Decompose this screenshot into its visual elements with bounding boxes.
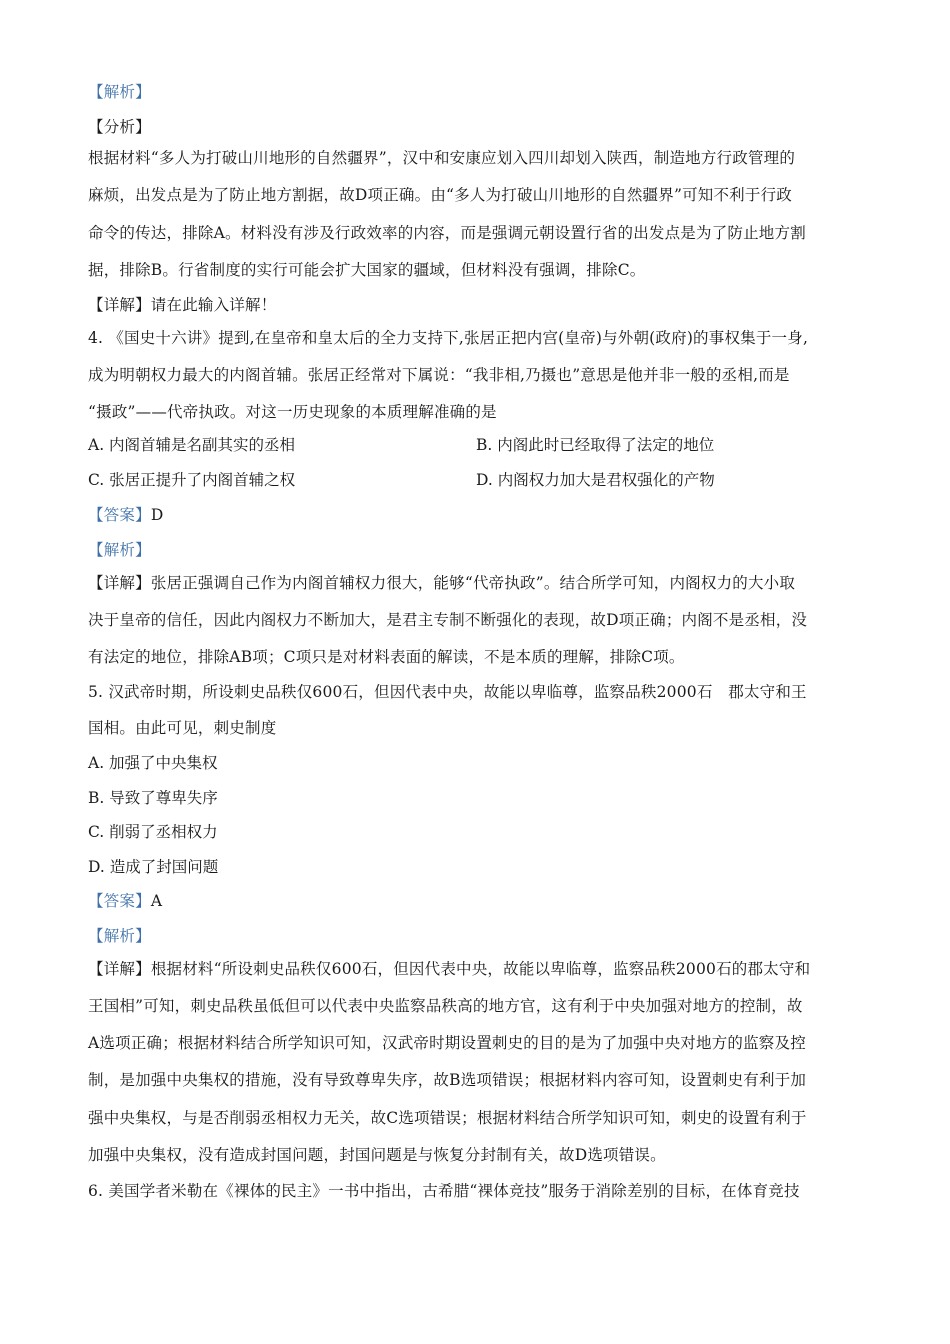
q4-stem-line: 成为明朝权力最大的内阁首辅。张居正经常对下属说：“我非相,乃摄也”意思是他并非一般的丞相,而是 (88, 366, 790, 384)
q4-answer-value: D (150, 506, 164, 524)
q3-fenxi-line: 据，排除B。行省制度的实行可能会扩大国家的疆域，但材料没有强调，排除C。 (88, 261, 646, 279)
q4-option-c: C. 张居正提升了内阁首辅之权 (88, 471, 296, 489)
q5-option-c: C. 削弱了丞相权力 (88, 823, 218, 841)
q4-answer-tag: 【答案】 (88, 506, 151, 524)
q4-answer (88, 503, 163, 525)
q5-xiangjie-line: A选项正确；根据材料结合所学知识可知，汉武帝时期设置刺史的目的是为了加强中央对地方的监察及控 (88, 1034, 806, 1052)
q5-xiangjie-line (88, 957, 810, 979)
q4-jiexi-tag: 【解析】 (88, 541, 151, 559)
q5-xiangjie-line: 强中央集权，与是否削弱丞相权力无关，故C选项错误；根据材料结合所学知识可知，刺史的设置有利于 (88, 1109, 807, 1127)
q4-xiangjie-line: 有法定的地位，排除AB项；C项只是对材料表面的解读，不是本质的理解，排除C项。 (88, 648, 685, 666)
q5-answer-value: A (150, 892, 163, 910)
q5-answer (88, 889, 162, 911)
q6-stem-line: 6. 美国学者米勒在《裸体的民主》一书中指出，古希腊“裸体竞技”服务于消除差别的目标，在体育竞技 (88, 1182, 800, 1200)
q5-option-d: D. 造成了封国问题 (88, 858, 219, 876)
q5-stem-line: 国相。由此可见，刺史制度 (88, 719, 277, 737)
q4-option-d: D. 内阁权力加大是君权强化的产物 (476, 471, 715, 489)
q5-option-a: A. 加强了中央集权 (88, 754, 218, 772)
q4-option-b: B. 内阁此时已经取得了法定的地位 (476, 436, 715, 454)
q5-option-b: B. 导致了尊卑失序 (88, 789, 218, 807)
q3-fenxi-tag: 【分析】 (88, 118, 151, 136)
q4-option-a: A. 内阁首辅是名副其实的丞相 (88, 436, 296, 454)
q3-fenxi-line: 根据材料“多人为打破山川地形的自然疆界”，汉中和安康应划入四川却划入陕西，制造地方行政管理的 (88, 149, 796, 167)
q3-jiexi-tag: 【解析】 (88, 83, 151, 101)
q5-answer-tag: 【答案】 (88, 892, 151, 910)
q3-fenxi-line: 麻烦，出发点是为了防止地方割据，故D项正确。由“多人为打破山川地形的自然疆界”可知不利于行政 (88, 186, 792, 204)
q5-jiexi-tag: 【解析】 (88, 927, 151, 945)
q5-xiangjie-line: 王国相”可知，刺史品秩虽低但可以代表中央监察品秩高的地方官，这有利于中央加强对地方的控制，故 (88, 997, 803, 1015)
q5-xiangjie-line: 制，是加强中央集权的措施，没有导致尊卑失序，故B选项错误；根据材料内容可知，设置刺史有利于加 (88, 1071, 807, 1089)
q4-xiangjie-text: 张居正强调自己作为内阁首辅权力很大，能够“代帝执政”。结合所学可知，内阁权力的大小取 (150, 574, 796, 592)
q4-xiangjie-tag: 【详解】 (88, 574, 151, 592)
q4-stem-line: 4. 《国史十六讲》提到,在皇帝和皇太后的全力支持下,张居正把内宫(皇帝)与外朝(政府)的事权集于一身, (88, 329, 809, 347)
q3-xiangjie: 【详解】请在此输入详解！ (88, 296, 277, 314)
q5-xiangjie-text: 根据材料“所设刺史品秩仅600石，但因代表中央，故能以卑临尊，监察品秩2000石的郡太守和 (150, 960, 811, 978)
q5-stem-line: 5. 汉武帝时期，所设刺史品秩仅600石，但因代表中央，故能以卑临尊，监察品秩2000石 郡太守和王 (88, 683, 807, 701)
q5-xiangjie-tag: 【详解】 (88, 960, 151, 978)
q4-xiangjie-line (88, 571, 795, 593)
q3-fenxi-line: 命令的传达，排除A。材料没有涉及行政效率的内容，而是强调元朝设置行省的出发点是为了防止地方割 (88, 224, 806, 242)
q4-stem-line: “摄政”——代帝执政。对这一历史现象的本质理解准确的是 (88, 403, 497, 421)
q5-xiangjie-line: 加强中央集权，没有造成封国问题，封国问题是与恢复分封制有关，故D选项错误。 (88, 1146, 666, 1164)
q4-xiangjie-line: 决于皇帝的信任，因此内阁权力不断加大，是君主专制不断强化的表现，故D项正确；内阁不是丞相，没 (88, 611, 808, 629)
